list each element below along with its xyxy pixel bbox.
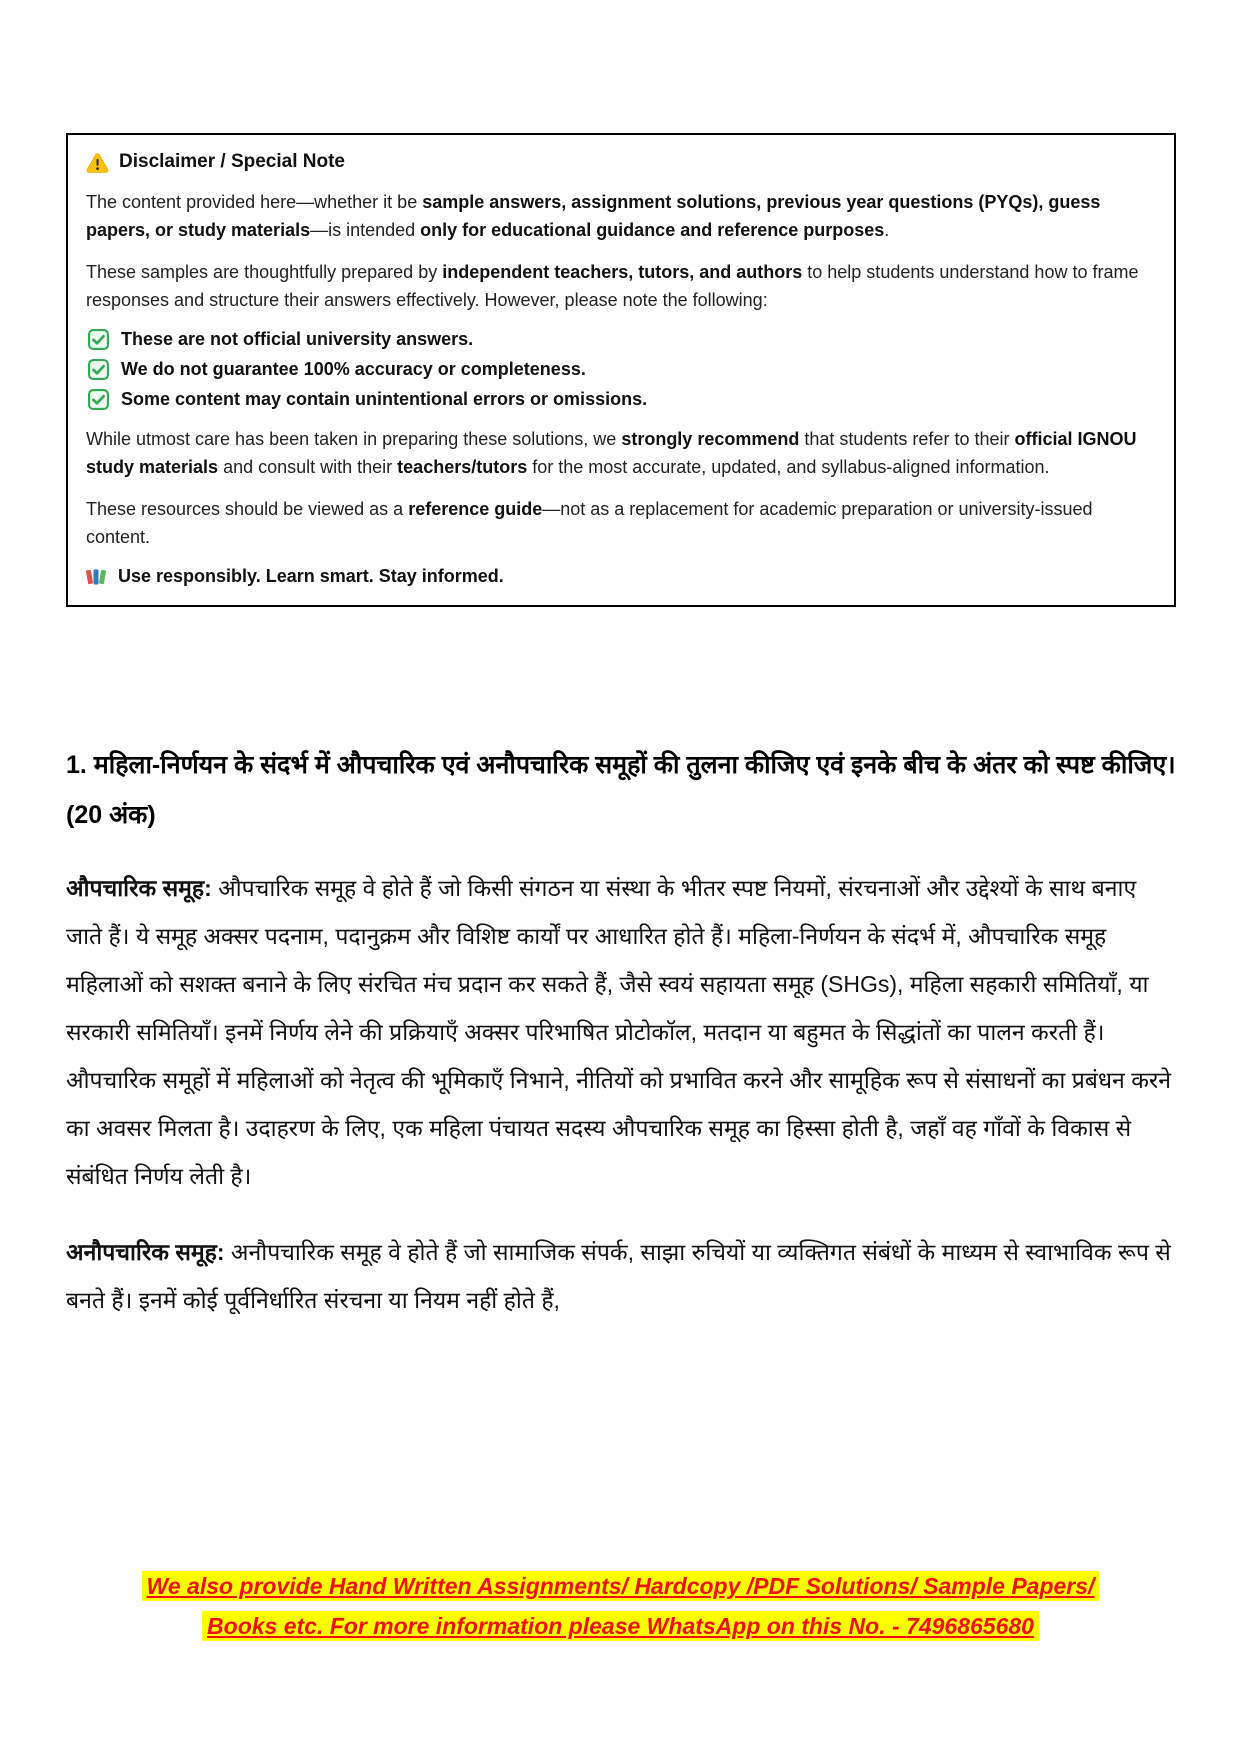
promo-footer-line-1 <box>0 1566 1241 1606</box>
disclaimer-bullet-3 <box>88 389 1152 410</box>
formal-groups-paragraph <box>66 864 1178 1200</box>
informal-groups-text: अनौपचारिक समूह वे होते हैं जो सामाजिक संपर्क, साझा रुचियों या व्यक्तिगत संबंधों के माध्यम से स्वाभाविक रूप से बनते हैं। इनमें कोई पूर्वनिर्धारित संरचना या नियम नहीं होते हैं, <box>66 1239 1171 1313</box>
disclaimer-bullet-text: Some content may contain unintentional errors or omissions. <box>121 389 648 409</box>
check-icon <box>88 329 109 350</box>
promo-footer-line-2 <box>0 1606 1241 1646</box>
disclaimer-paragraph-2: These samples are thoughtfully prepared by independent teachers, tutors, and authors to help students understand how to frame responses and structure their answers effectively. However, please note the following: <box>86 262 1139 310</box>
promo-footer-text: We also provide Hand Written Assignments/ Hardcopy /PDF Solutions/ Sample Papers/ <box>142 1571 1100 1601</box>
books-icon <box>86 567 108 587</box>
disclaimer-box <box>66 133 1176 607</box>
disclaimer-bullet-text: These are not official university answers. <box>121 329 474 349</box>
disclaimer-bullet-1 <box>88 329 1152 350</box>
informal-groups-label: अनौपचारिक समूह: <box>66 1239 225 1265</box>
promo-footer-text: Books etc. For more information please WhatsApp on this No. - 7496865680 <box>202 1611 1039 1641</box>
check-icon <box>88 389 109 410</box>
formal-groups-text: औपचारिक समूह वे होते हैं जो किसी संगठन या संस्था के भीतर स्पष्ट नियमों, संरचनाओं और उद्देश्यों के साथ बनाए जाते हैं। ये समूह अक्सर पदनाम, पदानुक्रम और विशिष्ट कार्यों पर आधारित होते हैं। महिला-निर्णयन के संदर्भ में, औपचारिक समूह महिलाओं को सशक्त बनाने के लिए संरचित मंच प्रदान कर सकते हैं, जैसे स्वयं सहायता समूह (SHGs), महिला सहकारी समितियाँ, या सरकारी समितियाँ। इनमें निर्णय लेने की प्रक्रियाएँ अक्सर परिभाषित प्रोटोकॉल, मतदान या बहुमत के सिद्धांतों का पालन करती हैं। औपचारिक समूहों में महिलाओं को नेतृत्व की भूमिकाएँ निभाने, नीतियों को प्रभावित करने और सामूहिक रूप से संसाधनों का प्रबंधन करने का अवसर मिलता है। उदाहरण के लिए, एक महिला पंचायत सदस्य औपचारिक समूह का हिस्सा होती है, जहाँ वह गाँवों के विकास से संबंधित निर्णय लेती है। <box>66 875 1172 1189</box>
warning-icon <box>86 152 109 173</box>
disclaimer-title: Disclaimer / Special Note <box>119 151 345 172</box>
informal-groups-paragraph <box>66 1228 1178 1324</box>
disclaimer-footer-note: Use responsibly. Learn smart. Stay informed. <box>118 566 504 586</box>
disclaimer-paragraph-3: While utmost care has been taken in preparing these solutions, we strongly recommend that students refer to their official IGNOU study materials and consult with their teachers/tutors for the most accurate, updated, and syllabus-aligned information. <box>86 429 1137 477</box>
promo-footer <box>0 1566 1241 1646</box>
disclaimer-title-row <box>86 151 1152 173</box>
disclaimer-paragraph-1: The content provided here—whether it be sample answers, assignment solutions, previous year questions (PYQs), guess papers, or study materials—is intended only for educational guidance and reference purposes. <box>86 192 1101 240</box>
disclaimer-bullet-text: We do not guarantee 100% accuracy or completeness. <box>121 359 586 379</box>
disclaimer-bullet-2 <box>88 359 1152 380</box>
check-icon <box>88 359 109 380</box>
disclaimer-paragraph-4: These resources should be viewed as a reference guide—not as a replacement for academic preparation or university-issued content. <box>86 499 1093 547</box>
answer-content <box>66 740 1178 1352</box>
formal-groups-label: औपचारिक समूह: <box>66 875 212 901</box>
question-heading: 1. महिला-निर्णयन के संदर्भ में औपचारिक एवं अनौपचारिक समूहों की तुलना कीजिए एवं इनके बीच के अंतर को स्पष्ट कीजिए। (20 अंक) <box>66 751 1176 829</box>
disclaimer-bullet-list <box>88 329 1152 410</box>
disclaimer-footer-note-row <box>86 566 1152 587</box>
